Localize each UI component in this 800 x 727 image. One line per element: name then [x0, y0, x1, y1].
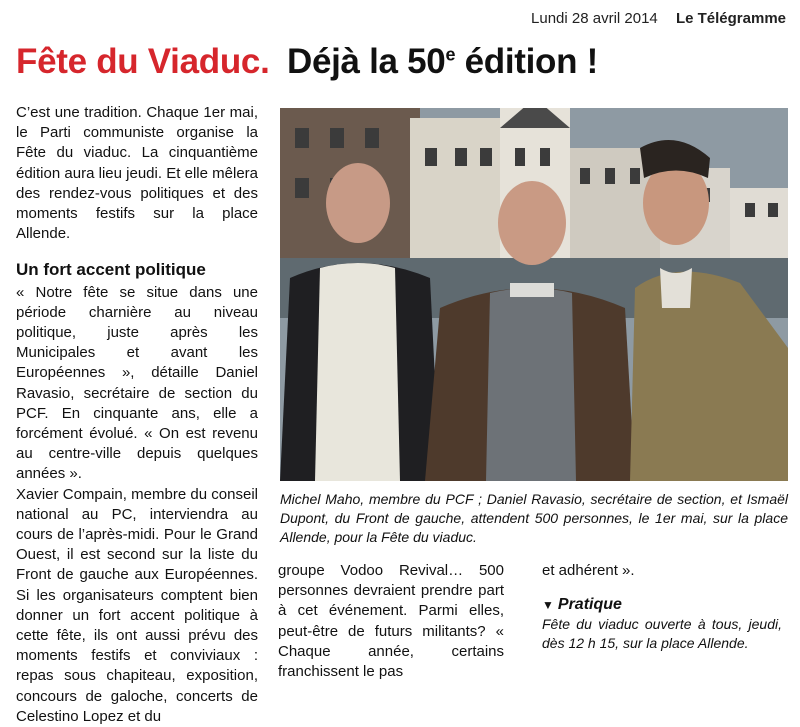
- photo-illustration: [280, 108, 788, 481]
- pratique-title: Pratique: [557, 596, 622, 614]
- headline-part2: [287, 42, 598, 81]
- article-paragraph-3: groupe Vodoo Revival… 500 personnes devraient prendre part à cet événement. Parmi elles, peut-être de futurs militants? « Chaque année, certains franchissent le pas: [278, 562, 504, 681]
- headline-part1: Fête du Viaduc.: [16, 42, 270, 81]
- article-subhead: Un fort accent politique: [16, 260, 206, 280]
- pratique-body: Fête du viaduc ouverte à tous, jeudi, dès 12 h 15, sur la place Allende.: [542, 616, 782, 652]
- pratique-heading: [542, 595, 782, 615]
- triangle-down-icon: ▼: [542, 598, 554, 613]
- headline-part2-text: Déjà la 50: [286, 42, 446, 81]
- article-paragraph-4: et adhérent ».: [542, 562, 635, 579]
- article-paragraph-1: « Notre fête se situe dans une période charnière au niveau politique, juste après les Municipales et avant les Européennes », détaille Daniel Ravasio, secrétaire de section du PCF. En cinquante ans, elle a forcément évolué. « On est revenu au centre-ville depuis quelques années ».: [16, 283, 258, 483]
- photo-caption: Michel Maho, membre du PCF ; Daniel Ravasio, secrétaire de section, et Ismaël Dupont, du Front de gauche, attendent 500 personnes, le 1er mai, sur la place Allende, pour la Fête du viaduc.: [280, 491, 788, 545]
- article-column-2: [278, 561, 504, 682]
- article-column-1: [16, 103, 258, 727]
- article-column-3: [542, 561, 782, 653]
- headline-part2-end: édition !: [455, 42, 598, 81]
- headline-superscript: e: [445, 44, 456, 65]
- headline: [16, 42, 598, 82]
- article-intro: C’est une tradition. Chaque 1er mai, le Parti communiste organise la Fête du viaduc. La cinquantième édition aura lieu jeudi. Et elle mêlera des rendez-vous politiques et des moments festifs sur la place Allende.: [16, 104, 258, 243]
- article-paragraph-2: Xavier Compain, membre du conseil national au PC, interviendra au cours de l’après-midi. Pour le Grand Ouest, il est second sur la liste du Front de gauche aux Européennes. Si les organisateurs comptent bien donner un fort accent politique à cette fête, ils ont aussi prévu des moments festifs et conviviaux : repas sous chapiteau, exposition, concours de galoche, concerts de Celestino Lopez et du: [16, 485, 258, 725]
- issue-date: Lundi 28 avril 2014: [531, 10, 658, 27]
- article-photo: [280, 108, 788, 481]
- newspaper-name: Le Télégramme: [675, 10, 786, 27]
- page-header: [531, 10, 786, 27]
